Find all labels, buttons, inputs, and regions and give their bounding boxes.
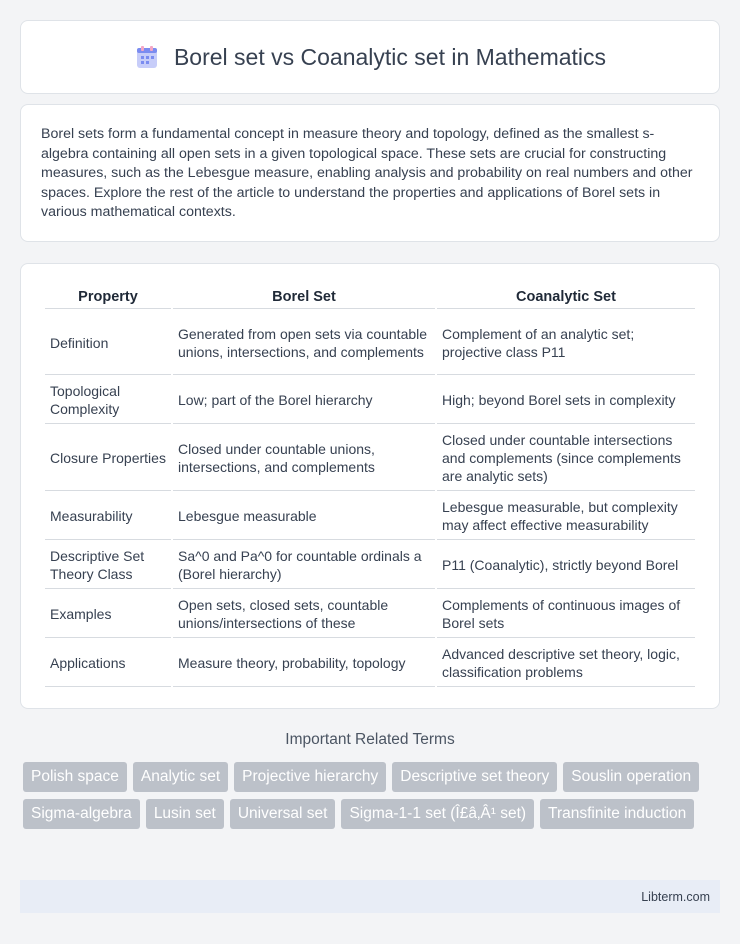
footer-site-link[interactable]: Libterm.com — [641, 889, 710, 904]
intro-card — [20, 104, 720, 242]
table-row — [45, 542, 695, 589]
table-cell: P11 (Coanalytic), strictly beyond Borel — [437, 542, 695, 589]
related-term-tag[interactable]: Descriptive set theory — [392, 762, 557, 792]
table-cell: Lebesgue measurable — [173, 493, 435, 540]
title-wrap — [134, 44, 606, 71]
table-cell: Measurability — [45, 493, 171, 540]
related-term-tag[interactable]: Transfinite induction — [540, 799, 694, 829]
table-cell: Sa^0 and Pa^0 for countable ordinals a (Borel hierarchy) — [173, 542, 435, 589]
related-term-tag[interactable]: Sigma-algebra — [23, 799, 140, 829]
related-terms-list — [23, 762, 723, 829]
table-cell: Generated from open sets via countable unions, intersections, and complements — [173, 311, 435, 375]
table-row — [45, 493, 695, 540]
table-cell: High; beyond Borel sets in complexity — [437, 377, 695, 424]
table-cell: Lebesgue measurable, but complexity may affect effective measurability — [437, 493, 695, 540]
table-cell: Open sets, closed sets, countable unions/intersections of these — [173, 591, 435, 638]
related-terms-title: Important Related Terms — [285, 731, 455, 748]
header-property: Property — [45, 286, 171, 309]
table-row — [45, 426, 695, 491]
table-cell: Closed under countable unions, intersections, and complements — [173, 426, 435, 491]
intro-paragraph: Borel sets form a fundamental concept in measure theory and topology, defined as the smallest s-algebra containing all open sets in a given topological space. These sets are crucial for constructing measures, such as the Lebesgue measure, enabling analysis and probability on real numbers and other spaces. Explore the rest of the article to understand the properties and applications of Borel sets in various mathematical contexts. — [41, 126, 693, 220]
table-cell: Complements of continuous images of Borel sets — [437, 591, 695, 638]
table-cell: Examples — [45, 591, 171, 638]
table-row — [45, 591, 695, 638]
table-cell: Measure theory, probability, topology — [173, 640, 435, 687]
comparison-table — [43, 284, 697, 689]
comparison-table-card — [20, 263, 720, 709]
related-term-tag[interactable]: Polish space — [23, 762, 127, 792]
related-term-tag[interactable]: Projective hierarchy — [234, 762, 386, 792]
table-header-row — [45, 286, 695, 309]
header-coanalytic-set: Coanalytic Set — [437, 286, 695, 309]
table-row — [45, 640, 695, 687]
table-cell: Low; part of the Borel hierarchy — [173, 377, 435, 424]
related-term-tag[interactable]: Lusin set — [146, 799, 224, 829]
table-cell: Closure Properties — [45, 426, 171, 491]
table-cell: Definition — [45, 311, 171, 375]
table-cell: Complement of an analytic set; projective class P11 — [437, 311, 695, 375]
footer — [20, 880, 720, 913]
table-row — [45, 311, 695, 375]
table-cell: Advanced descriptive set theory, logic, classification problems — [437, 640, 695, 687]
table-cell: Topological Complexity — [45, 377, 171, 424]
related-term-tag[interactable]: Analytic set — [133, 762, 228, 792]
header-borel-set: Borel Set — [173, 286, 435, 309]
header-card — [20, 20, 720, 94]
document-icon — [134, 44, 160, 70]
page-title: Borel set vs Coanalytic set in Mathematics — [173, 43, 607, 70]
table-cell: Descriptive Set Theory Class — [45, 542, 171, 589]
table-row — [45, 377, 695, 424]
table-cell: Closed under countable intersections and complements (since complements are analytic sets) — [437, 426, 695, 491]
table-cell: Applications — [45, 640, 171, 687]
related-term-tag[interactable]: Sigma-1-1 set (Î£â‚Â¹ set) — [341, 799, 534, 829]
related-term-tag[interactable]: Universal set — [230, 799, 336, 829]
related-term-tag[interactable]: Souslin operation — [563, 762, 699, 792]
